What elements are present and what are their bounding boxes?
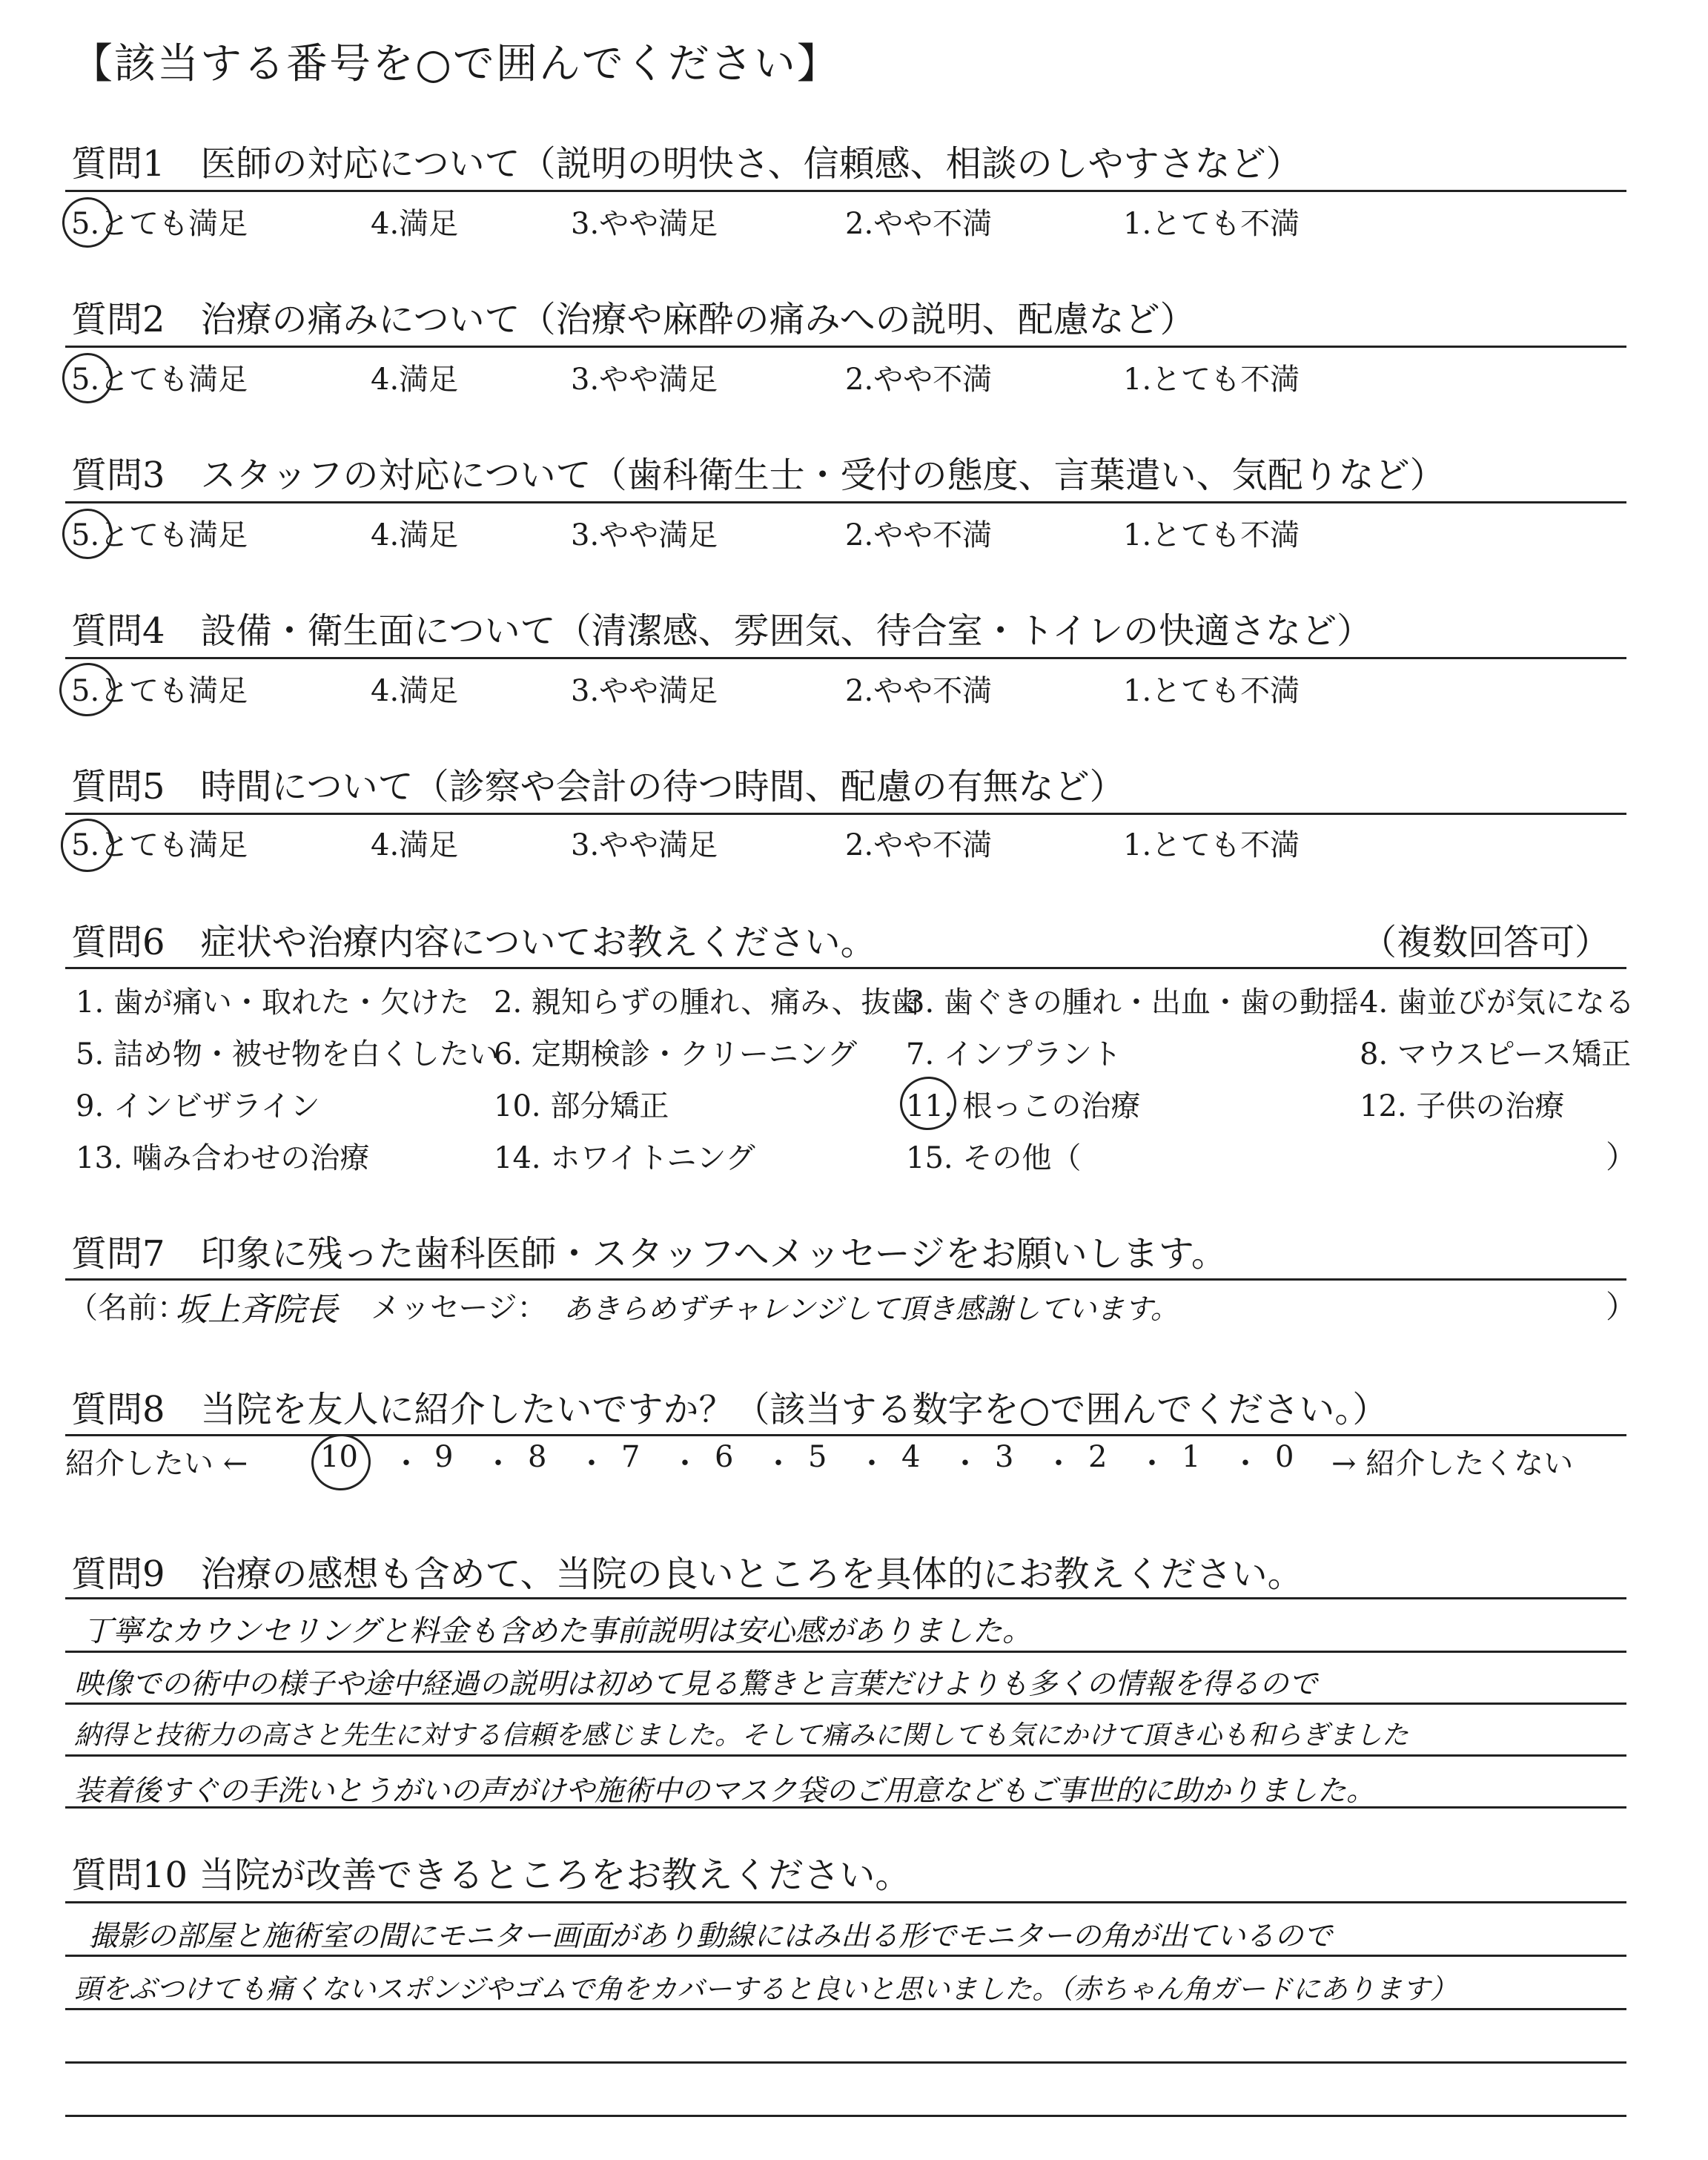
q8-not-recommend-label: → 紹介したくない	[1331, 1447, 1574, 1481]
q6-option-11[interactable]: 11. 根っこの治療	[906, 1089, 1141, 1123]
rule-q10-1	[65, 1901, 1626, 1903]
q3-option-5[interactable]: 5.とても満足	[71, 518, 248, 552]
q4-option-3[interactable]: 3.やや満足	[571, 674, 718, 708]
q8-dot: ・	[764, 1447, 793, 1481]
page-title: 【該当する番号を○で囲んでください】	[71, 40, 840, 88]
q9-answer-line-3[interactable]: 納得と技術力の高さと先生に対する信頼を感じました。そして痛みに関しても気にかけて頂き心も和らぎました	[74, 1720, 1409, 1751]
q6-option-10[interactable]: 10. 部分矯正	[494, 1089, 669, 1123]
rule-q7	[65, 1278, 1626, 1281]
q8-score-2[interactable]: 2	[1088, 1440, 1108, 1474]
question-8-title: 質問8 当院を友人に紹介したいですか？（該当する数字を○で囲んでください。）	[71, 1389, 1388, 1430]
q10-answer-line-2[interactable]: 頭をぶつけても痛くないスポンジやゴムで角をカバーすると良いと思いました。（赤ちゃん角ガードにあります）	[74, 1973, 1457, 2005]
q2-option-4[interactable]: 4.満足	[371, 363, 459, 397]
q6-option-13[interactable]: 13. 噛み合わせの治療	[76, 1141, 370, 1175]
rule-q3	[65, 501, 1626, 503]
q8-score-0[interactable]: 0	[1275, 1440, 1294, 1474]
q8-score-5[interactable]: 5	[808, 1440, 827, 1474]
rule-q10-3	[65, 2008, 1626, 2010]
q8-dot: ・	[1231, 1447, 1260, 1481]
q2-option-2[interactable]: 2.やや不満	[845, 363, 993, 397]
q3-option-4[interactable]: 4.満足	[371, 518, 459, 552]
multiple-answers-note: （複数回答可）	[1361, 922, 1611, 963]
q8-recommend-label: 紹介したい ←	[65, 1447, 248, 1481]
q7-message-label: メッセージ：	[371, 1291, 547, 1325]
q7-name-label: （名前：	[68, 1291, 187, 1325]
rule-q8	[65, 1434, 1626, 1436]
q2-option-3[interactable]: 3.やや満足	[571, 363, 718, 397]
q7-close-paren: ）	[1606, 1289, 1638, 1325]
q4-option-2[interactable]: 2.やや不満	[845, 674, 993, 708]
q5-option-4[interactable]: 4.満足	[371, 828, 459, 862]
q9-answer-line-1[interactable]: 丁寧なカウンセリングと料金も含めた事前説明は安心感がありました。	[83, 1614, 1032, 1648]
q2-option-5[interactable]: 5.とても満足	[71, 363, 248, 397]
rule-q9-4	[65, 1754, 1626, 1757]
rule-q10-5	[65, 2115, 1626, 2117]
q8-dot: ・	[1137, 1447, 1167, 1481]
q9-answer-line-4[interactable]: 装着後すぐの手洗いとうがいの声がけや施術中のマスク袋のご用意などもご事世的に助かりました。	[74, 1774, 1376, 1808]
q4-option-4[interactable]: 4.満足	[371, 674, 459, 708]
q9-answer-line-2[interactable]: 映像での術中の様子や途中経過の説明は初めて見る驚きと言葉だけよりも多くの情報を得るので	[74, 1668, 1318, 1701]
q8-dot: ・	[950, 1447, 980, 1481]
question-5-title: 質問5 時間について（診察や会計の待つ時間、配慮の有無など）	[71, 766, 1125, 807]
question-9-title: 質問9 治療の感想も含めて、当院の良いところを具体的にお教えください。	[71, 1553, 1303, 1595]
q1-option-4[interactable]: 4.満足	[371, 207, 459, 241]
rule-q6	[65, 967, 1626, 969]
q7-name-value[interactable]: 坂上斉院長	[175, 1291, 338, 1329]
rule-q2	[65, 346, 1626, 348]
question-7-title: 質問7 印象に残った歯科医師・スタッフへメッセージをお願いします。	[71, 1233, 1227, 1275]
q8-score-9[interactable]: 9	[434, 1440, 454, 1474]
q8-score-4[interactable]: 4	[901, 1440, 921, 1474]
q8-score-10[interactable]: 10	[320, 1440, 358, 1474]
q1-option-2[interactable]: 2.やや不満	[845, 207, 993, 241]
rule-q1	[65, 190, 1626, 192]
rule-q9-5	[65, 1806, 1626, 1809]
q4-option-5[interactable]: 5.とても満足	[71, 674, 248, 708]
q6-option-3[interactable]: 3. 歯ぐきの腫れ・出血・歯の動揺	[906, 985, 1359, 1020]
q7-message-value[interactable]: あきらめずチャレンジして頂き感謝しています。	[563, 1292, 1179, 1325]
rule-q9-3	[65, 1702, 1626, 1705]
question-2-title: 質問2 治療の痛みについて（治療や麻酔の痛みへの説明、配慮など）	[71, 299, 1196, 340]
q8-score-3[interactable]: 3	[995, 1440, 1014, 1474]
q6-other-close-paren: ）	[1606, 1139, 1638, 1175]
q8-dot: ・	[391, 1447, 421, 1481]
q6-option-4[interactable]: 4. 歯並びが気になる	[1360, 985, 1635, 1020]
rule-q10-4	[65, 2061, 1626, 2064]
q8-dot: ・	[857, 1447, 887, 1481]
q5-option-1[interactable]: 1.とても不満	[1123, 828, 1300, 862]
question-3-title: 質問3 スタッフの対応について（歯科衛生士・受付の態度、言葉遣い、気配りなど）	[71, 455, 1446, 496]
q6-option-7[interactable]: 7. インプラント	[906, 1037, 1122, 1071]
q8-dot: ・	[1044, 1447, 1073, 1481]
q6-option-14[interactable]: 14. ホワイトニング	[494, 1141, 755, 1175]
q8-dot: ・	[577, 1447, 606, 1481]
q6-option-5[interactable]: 5. 詰め物・被せ物を白くしたい	[76, 1037, 499, 1071]
q6-option-9[interactable]: 9. インビザライン	[76, 1089, 320, 1123]
rule-q10-2	[65, 1955, 1626, 1957]
rule-q4	[65, 657, 1626, 659]
q6-option-1[interactable]: 1. 歯が痛い・取れた・欠けた	[76, 985, 469, 1020]
question-10-title: 質問10 当院が改善できるところをお教えください。	[71, 1855, 911, 1896]
q3-option-1[interactable]: 1.とても不満	[1123, 518, 1300, 552]
q3-option-3[interactable]: 3.やや満足	[571, 518, 718, 552]
rule-q5	[65, 813, 1626, 815]
question-6-title: 質問6 症状や治療内容についてお教えください。	[71, 922, 876, 963]
q8-dot: ・	[483, 1447, 513, 1481]
q8-score-8[interactable]: 8	[528, 1440, 547, 1474]
question-1-title: 質問1 医師の対応について（説明の明快さ、信頼感、相談のしやすさなど）	[71, 143, 1302, 185]
q5-option-3[interactable]: 3.やや満足	[571, 828, 718, 862]
q8-score-7[interactable]: 7	[621, 1440, 640, 1474]
q8-dot: ・	[670, 1447, 700, 1481]
q10-answer-line-1[interactable]: 撮影の部屋と施術室の間にモニター画面があり動線にはみ出る形でモニターの角が出ているので	[89, 1920, 1333, 1953]
q6-option-15[interactable]: 15. その他（	[906, 1141, 1082, 1175]
rule-q9-1	[65, 1597, 1626, 1599]
rule-q9-2	[65, 1651, 1626, 1653]
q1-option-5[interactable]: 5.とても満足	[71, 207, 248, 241]
q6-option-2[interactable]: 2. 親知らずの腫れ、痛み、抜歯	[494, 985, 921, 1020]
q8-score-1[interactable]: 1	[1182, 1440, 1201, 1474]
q6-option-6[interactable]: 6. 定期検診・クリーニング	[494, 1037, 858, 1071]
q4-option-1[interactable]: 1.とても不満	[1123, 674, 1300, 708]
q1-option-1[interactable]: 1.とても不満	[1123, 207, 1300, 241]
q2-option-1[interactable]: 1.とても不満	[1123, 363, 1300, 397]
q6-option-8[interactable]: 8. マウスピース矯正	[1360, 1037, 1632, 1071]
q1-option-3[interactable]: 3.やや満足	[571, 207, 718, 241]
q6-option-12[interactable]: 12. 子供の治療	[1360, 1089, 1565, 1123]
q8-score-6[interactable]: 6	[715, 1440, 734, 1474]
question-4-title: 質問4 設備・衛生面について（清潔感、雰囲気、待合室・トイレの快適さなど）	[71, 610, 1373, 652]
q3-option-2[interactable]: 2.やや不満	[845, 518, 993, 552]
q5-option-5[interactable]: 5.とても満足	[71, 828, 248, 862]
q5-option-2[interactable]: 2.やや不満	[845, 828, 993, 862]
